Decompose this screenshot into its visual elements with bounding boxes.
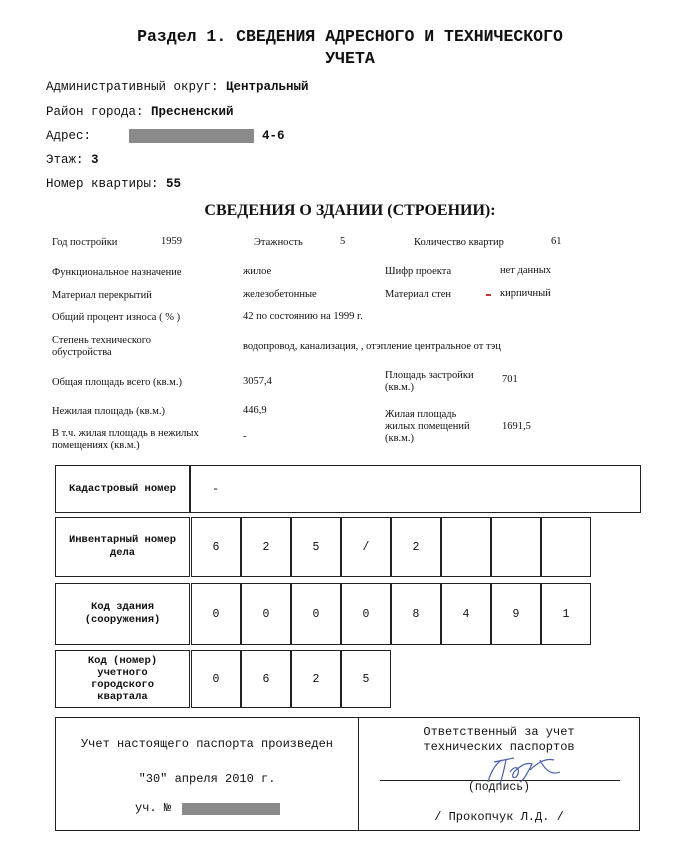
living-area-value: 1691,5: [502, 421, 531, 432]
signer-name: / Прокопчук Л.Д. /: [434, 810, 564, 824]
inventory-digit-cell: [541, 517, 591, 577]
section-title: [30, 26, 670, 70]
inventory-digit-cell: [491, 517, 541, 577]
registration-number-redaction: [182, 803, 280, 815]
residential-in-nonres-label: [52, 428, 199, 452]
apartment-label: Номер квартиры:: [46, 177, 159, 191]
building-subtitle: СВЕДЕНИЯ О ЗДАНИИ (СТРОЕНИИ):: [204, 202, 496, 219]
project-label: Шифр проекта: [385, 266, 452, 277]
amenities-label-2: обустройства: [52, 347, 112, 358]
red-mark: [486, 294, 491, 296]
floor-field: [46, 153, 99, 167]
year-value: 1959: [161, 236, 182, 247]
nonresidential-label: Нежилая площадь (кв.м.): [52, 406, 166, 417]
living-area-label-2: жилых помещений: [385, 421, 470, 432]
building-code-label: [55, 583, 190, 645]
total-area-value: 3057,4: [243, 376, 272, 387]
address-label: Адрес:: [46, 129, 92, 143]
cadastral-value-box: [190, 465, 641, 513]
cadastral-value: -: [212, 482, 220, 496]
wall-material-label: Материал стен: [385, 289, 451, 300]
purpose-value: жилое: [243, 266, 272, 277]
amenities-label-1: Степень технического: [52, 335, 152, 346]
quarter-label-3: городского: [90, 679, 154, 691]
wear-label: Общий процент износа ( % ): [52, 312, 181, 323]
section-title-line1: Раздел 1. СВЕДЕНИЯ АДРЕСНОГО И ТЕХНИЧЕСКОГО: [137, 27, 563, 46]
building-code-digit-cell: 0: [191, 583, 241, 645]
quarter-digit-cell: 6: [241, 650, 291, 708]
responsible-line1: Ответственный за учет: [423, 725, 575, 739]
residential-in-nonres-value: -: [243, 431, 247, 442]
building-code-digit-cell: 4: [441, 583, 491, 645]
footprint-value: 701: [502, 374, 518, 385]
floor-material-label: Материал перекрытий: [52, 290, 152, 301]
okrug-field: [46, 80, 309, 94]
quarter-digit-cell: 0: [191, 650, 241, 708]
inventory-label: [55, 517, 190, 577]
floor-value: 3: [91, 153, 99, 167]
inventory-digit-cell: 2: [391, 517, 441, 577]
inventory-digit-cell: 2: [241, 517, 291, 577]
signature-caption: (подпись): [467, 781, 531, 794]
amenities-label: [52, 335, 151, 359]
okrug-value: Центральный: [226, 80, 309, 94]
footprint-label-2: (кв.м.): [385, 382, 414, 393]
building-code-digit-cell: 0: [291, 583, 341, 645]
apartments-label: Количество квартир: [414, 237, 504, 248]
district-value: Пресненский: [151, 105, 234, 119]
wear-value: 42 по состоянию на 1999 г.: [243, 311, 363, 322]
building-code-digit-cell: 1: [541, 583, 591, 645]
responsible-line2: технических паспортов: [423, 740, 575, 754]
year-label: Год постройки: [52, 237, 118, 248]
inventory-digit-cell: /: [341, 517, 391, 577]
inventory-digit-cell: 6: [191, 517, 241, 577]
registration-line1: Учет настоящего паспорта произведен: [80, 737, 334, 751]
inventory-label-1: Инвентарный номер: [68, 534, 177, 546]
apartment-field: [46, 177, 181, 191]
apartment-value: 55: [166, 177, 182, 191]
living-area-label: [385, 409, 470, 445]
residential-in-nonres-label-1: В т.ч. жилая площадь в нежилых: [52, 428, 199, 439]
quarter-digit-cell: 2: [291, 650, 341, 708]
project-value: нет данных: [500, 265, 552, 276]
building-code-digit-cell: 9: [491, 583, 541, 645]
quarter-label-4: квартала: [97, 691, 148, 703]
living-area-label-1: Жилая площадь: [385, 409, 457, 420]
footprint-label-1: Площадь застройки: [385, 370, 474, 381]
floor-label: Этаж:: [46, 153, 84, 167]
floor-material-value: железобетонные: [243, 289, 317, 300]
residential-in-nonres-label-2: помещениях (кв.м.): [52, 440, 140, 451]
total-area-label: Общая площадь всего (кв.м.): [52, 377, 182, 388]
footprint-label: [385, 370, 474, 394]
address-field: [46, 129, 91, 143]
quarter-digit-cell: 5: [341, 650, 391, 708]
nonresidential-value: 446,9: [243, 405, 267, 416]
amenities-value: водопровод, канализация, , отэпление центральное от тэц: [243, 341, 501, 352]
building-code-digit-cell: 8: [391, 583, 441, 645]
registration-date: "30" апреля 2010 г.: [138, 772, 276, 786]
inventory-label-2: дела: [109, 547, 136, 559]
apartments-value: 61: [551, 236, 562, 247]
address-redaction: [129, 129, 254, 143]
floors-label: Этажность: [254, 237, 303, 248]
okrug-label: Административный округ:: [46, 80, 219, 94]
wall-material-value: кирпичный: [500, 288, 551, 299]
address-value-wrap: [262, 129, 285, 143]
responsible-title: [358, 725, 640, 755]
building-code-label-2: (сооружения): [84, 614, 161, 626]
district-field: [46, 105, 234, 119]
section-title-line2: УЧЕТА: [325, 49, 375, 68]
address-value: 4-6: [262, 129, 285, 143]
district-label: Район города:: [46, 105, 144, 119]
building-code-digit-cell: 0: [241, 583, 291, 645]
purpose-label: Функциональное назначение: [52, 267, 182, 278]
inventory-digit-cell: [441, 517, 491, 577]
building-code-digit-cell: 0: [341, 583, 391, 645]
quarter-label: [55, 650, 190, 708]
registration-uch-label: уч. №: [135, 801, 172, 815]
quarter-label-2: учетного: [97, 667, 148, 679]
living-area-label-3: (кв.м.): [385, 433, 414, 444]
floors-value: 5: [340, 236, 346, 247]
building-code-label-1: Код здания: [90, 601, 154, 613]
inventory-digit-cell: 5: [291, 517, 341, 577]
cadastral-label: Кадастровый номер: [68, 482, 177, 495]
quarter-label-1: Код (номер): [87, 655, 158, 667]
